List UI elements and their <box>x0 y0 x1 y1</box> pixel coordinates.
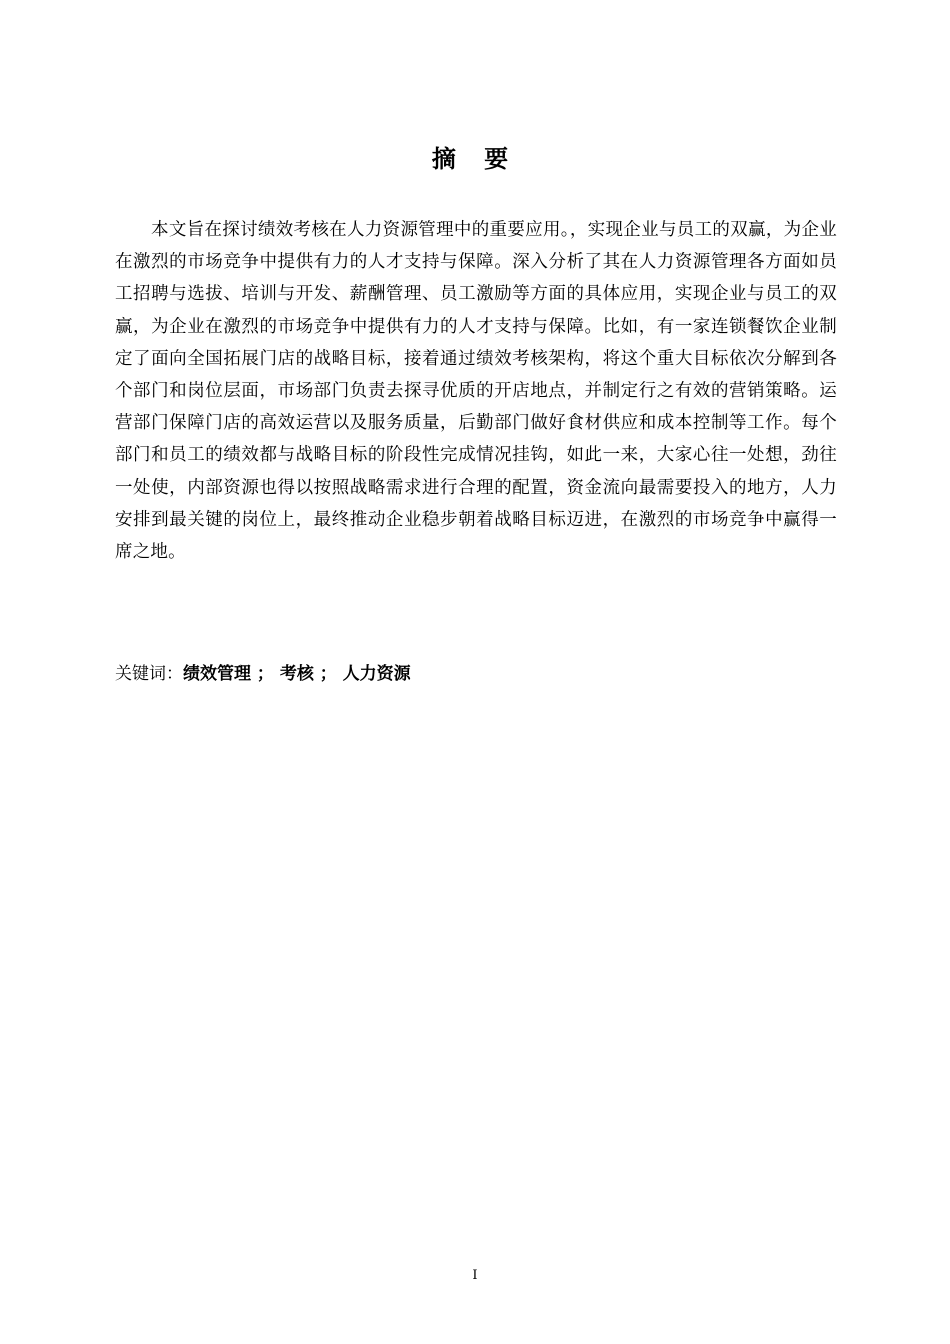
keywords-label: 关键词： <box>115 664 183 684</box>
abstract-paragraph: 本文旨在探讨绩效考核在人力资源管理中的重要应用。，实现企业与员工的双赢，为企业在激烈的市场竞争中提供有力的人才支持与保障。深入分析了其在人力资源管理各方面如员工招聘与选拔、培训与开发、薪酬管理、员工激励等方面的具体应用，实现企业与员工的双赢，为企业在激烈的市场竞争中提供有力的人才支持与保障。比如，有一家连锁餐饮企业制定了面向全国拓展门店的战略目标，接着通过绩效考核架构，将这个重大目标依次分解到各个部门和岗位层面，市场部门负责去探寻优质的开店地点，并制定行之有效的营销策略。运营部门保障门店的高效运营以及服务质量，后勤部门做好食材供应和成本控制等工作。每个部门和员工的绩效都与战略目标的阶段性完成情况挂钩，如此一来，大家心往一处想，劲往一处使，内部资源也得以按照战略需求进行合理的配置，资金流向最需要投入的地方，人力安排到最关键的岗位上，最终推动企业稳步朝着战略目标迈进，在激烈的市场竞争中赢得一席之地。 <box>115 220 837 563</box>
keywords-list: 绩效管理 ； 考核 ； 人力资源 <box>183 664 411 684</box>
abstract-title: 摘 要 <box>431 145 519 173</box>
page-number: I <box>472 1268 478 1283</box>
keywords-line <box>115 659 411 689</box>
